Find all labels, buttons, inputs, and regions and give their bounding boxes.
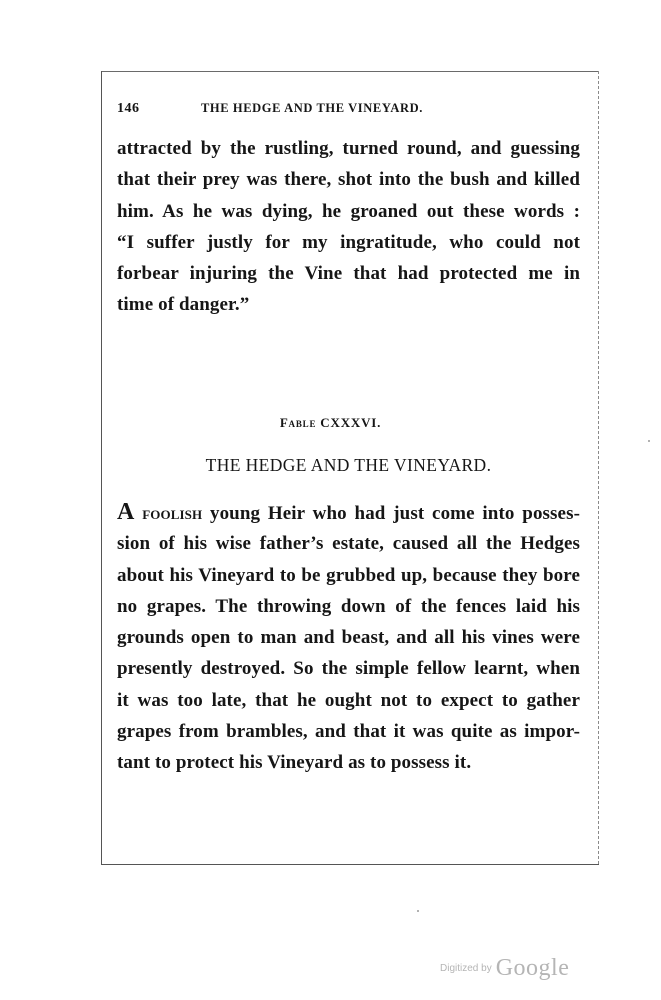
fable-body-text [117,497,580,779]
text-line: grounds open to man and beast, and all his vines were [117,627,580,649]
page-frame-right-rule [598,71,599,864]
fable-title: THE HEDGE AND THE VINEYARD. [205,455,492,475]
text-line: grapes from brambles, and that it was quite as impor- [117,721,580,743]
drop-cap: A [117,499,135,525]
fable-label-text: Fable CXXXVI. [279,415,382,430]
text-line: him. As he was dying, he groaned out these words : [117,200,580,222]
page-frame-top-rule [101,71,599,72]
fable-number-label [0,415,661,431]
page-header [117,101,581,125]
text-line: about his Vineyard to be grubbed up, because they bore [117,564,580,586]
first-line-rest: young Heir who had just come into posses- [209,503,580,524]
running-title: THE HEDGE AND THE VINEYARD. [201,101,423,115]
page-frame-left-rule [101,71,102,864]
text-line: tant to protect his Vineyard as to possess it. [117,752,472,774]
text-line: time of danger.” [117,294,250,316]
page-number: 146 [117,101,140,116]
text-line: no grapes. The throwing down of the fences laid his [117,595,580,617]
text-line: it was too late, that he ought not to expect to gather [117,689,580,711]
text-line: forbear injuring the Vine that had protected me in [117,263,580,285]
text-line: that their prey was there, shot into the bush and killed [117,169,580,191]
google-logo: Google [495,955,570,981]
text-line: attracted by the rustling, turned round, and guessing [117,138,580,159]
fable-first-line [117,497,580,528]
text-line: sion of his wise father’s estate, caused all the Hedges [117,533,580,555]
digitized-by-google-watermark [440,955,569,982]
paper-speck [648,440,650,442]
page-frame-bottom-rule [101,864,599,865]
text-line: “I suffer justly for my ingratitude, who could not [117,231,580,253]
continued-fable-text [117,133,580,321]
small-caps-word: foolish [142,503,203,524]
text-line: presently destroyed. So the simple fellow learnt, when [117,658,580,680]
digitized-by-text: Digitized by [440,963,492,974]
paper-speck [417,910,419,912]
